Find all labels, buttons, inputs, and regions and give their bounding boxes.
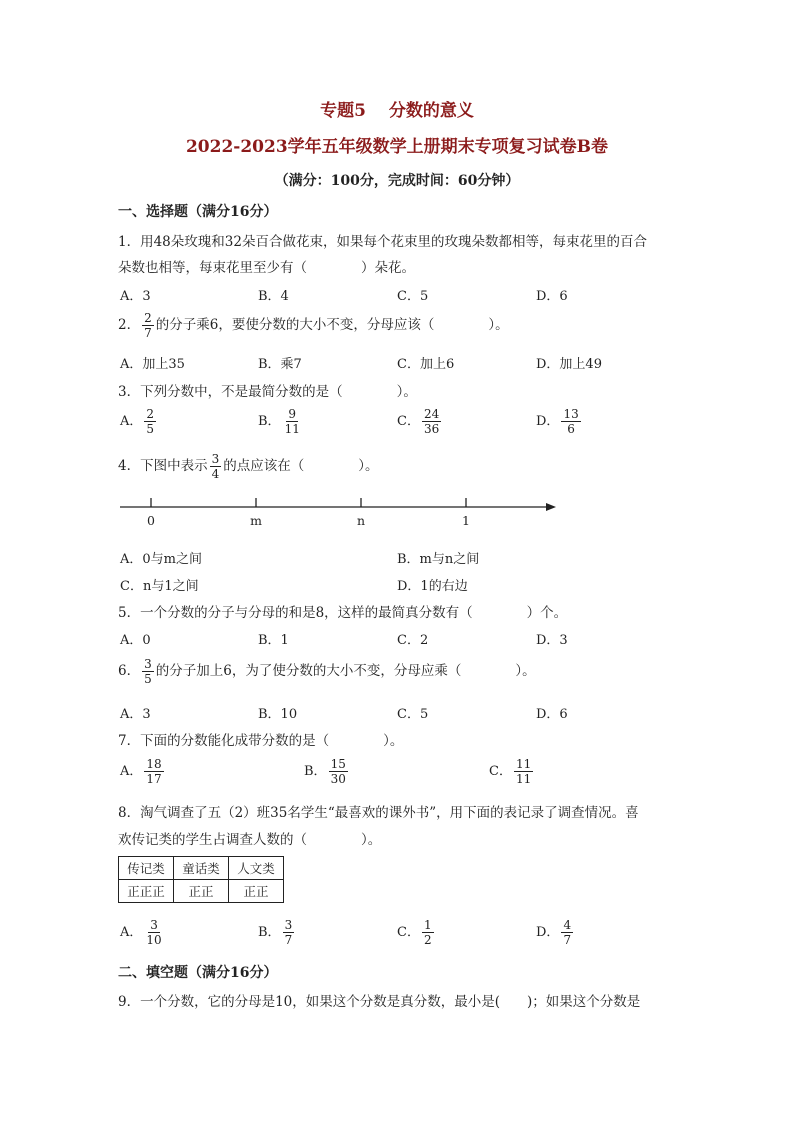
q1-option-a: A．3	[120, 289, 151, 304]
tick-label-n: n	[356, 513, 366, 528]
table-header-cell: 人文类	[229, 857, 284, 880]
q6-option-b: B．10	[258, 707, 298, 722]
q2-fraction	[142, 311, 154, 340]
q6-prefix: 6．	[118, 663, 141, 679]
page-subtitle: 2022-2023学年五年级数学上册期末专项复习试卷B卷	[185, 137, 609, 157]
q7-b-denominator: 30	[330, 772, 346, 786]
q3-c-denominator: 36	[423, 422, 440, 436]
q1-option-b: B．4	[258, 289, 289, 304]
question-1-line-1: 1．用48朵玫瑰和32朵百合做花束，如果每个花束里的玫瑰朵数都相等，每束花里的百合	[118, 234, 647, 250]
q2-option-d: D．加上49	[536, 357, 602, 372]
q7-option-a	[120, 757, 166, 786]
q6-fraction-denominator: 5	[144, 672, 152, 686]
question-3: 3．下列分数中，不是最简分数的是（ ）。	[118, 384, 417, 400]
q8-d-denominator: 7	[563, 933, 572, 947]
tick-label-m: m	[250, 513, 262, 528]
q8-option-c-fraction	[422, 918, 434, 947]
question-6	[118, 657, 536, 686]
score-time-note: （满分：100分，完成时间：60分钟）	[274, 173, 520, 189]
q7-option-c	[489, 757, 535, 786]
tick-label-0: 0	[147, 513, 155, 528]
section-fill-title: 二、填空题（满分16分）	[118, 965, 278, 981]
q8-option-c	[397, 918, 436, 947]
q2-fraction-numerator: 2	[144, 311, 152, 325]
q3-option-c	[397, 407, 443, 436]
q6-option-d: D．6	[536, 707, 568, 722]
table-row	[119, 880, 284, 903]
tally-table	[118, 856, 284, 903]
q7-option-c-fraction	[514, 757, 533, 786]
question-2	[118, 311, 509, 340]
question-8-line-2: 欢传记类的学生占调查人数的（ ）。	[118, 832, 382, 848]
q8-option-c-label: C．	[397, 925, 420, 940]
question-1-line-2: 朵数也相等，每束花里至少有（ ）朵花。	[118, 260, 415, 276]
q3-a-denominator: 5	[146, 422, 155, 436]
q8-b-numerator: 3	[284, 918, 293, 932]
q4-option-d: D．1的右边	[397, 579, 468, 594]
q5-option-d: D．3	[536, 633, 568, 648]
q7-c-denominator: 11	[515, 772, 532, 786]
q3-d-denominator: 6	[567, 422, 575, 436]
q3-option-b-label: B．	[258, 414, 281, 429]
q7-a-denominator: 17	[146, 772, 162, 786]
q8-option-a-fraction	[144, 918, 163, 947]
q7-option-a-label: A．	[120, 764, 143, 779]
table-cell: 正正	[229, 880, 284, 903]
q8-option-b-fraction	[283, 918, 295, 947]
q1-option-d: D．6	[536, 289, 568, 304]
q2-prefix: 2．	[118, 317, 141, 333]
q8-b-denominator: 7	[284, 933, 293, 947]
q7-option-b-fraction	[329, 757, 348, 786]
table-cell: 正正	[174, 880, 229, 903]
q8-c-denominator: 2	[423, 933, 432, 947]
question-8-line-1: 8．淘气调查了五（2）班35名学生“最喜欢的课外书”，用下面的表记录了调查情况。喜	[118, 805, 639, 821]
question-9: 9．一个分数，它的分母是10，如果这个分数是真分数，最小是( )；如果这个分数是	[118, 994, 641, 1010]
q8-option-a	[120, 918, 166, 947]
q6-option-c: C．5	[397, 707, 429, 722]
q7-c-numerator: 11	[515, 757, 532, 771]
q4-option-c: C．n与1之间	[120, 579, 199, 594]
q7-option-a-fraction	[144, 757, 163, 786]
q3-option-d-label: D．	[536, 414, 560, 429]
q8-option-b-label: B．	[258, 925, 281, 940]
q4-fraction-denominator: 4	[211, 467, 220, 481]
q3-option-c-label: C．	[397, 414, 420, 429]
q4-text: 的点应该在（ ）。	[223, 458, 379, 474]
q3-option-a	[120, 407, 158, 436]
q7-a-numerator: 18	[146, 757, 162, 771]
q3-option-a-label: A．	[120, 414, 143, 429]
q5-option-b: B．1	[258, 633, 289, 648]
q7-option-b-label: B．	[304, 764, 327, 779]
q2-option-a: A．加上35	[120, 357, 185, 372]
q8-option-b	[258, 918, 296, 947]
q3-b-numerator: 9	[288, 407, 297, 421]
q7-option-b	[304, 757, 350, 786]
section-choice-title: 一、选择题（满分16分）	[118, 204, 278, 220]
q2-option-b: B．乘7	[258, 357, 302, 372]
table-header-cell: 童话类	[174, 857, 229, 880]
q3-c-numerator: 24	[423, 407, 440, 421]
q3-option-b	[258, 407, 304, 436]
q7-option-c-label: C．	[489, 764, 512, 779]
tick-label-1: 1	[462, 513, 470, 528]
q4-fraction	[210, 452, 222, 481]
question-5: 5．一个分数的分子与分母的和是8，这样的最简真分数有（ ）个。	[118, 605, 568, 621]
q4-option-b: B．m与n之间	[397, 552, 480, 567]
q3-option-a-fraction	[144, 407, 156, 436]
table-cell: 正正正	[119, 880, 174, 903]
q5-option-a: A．0	[120, 633, 151, 648]
q8-option-d-label: D．	[536, 925, 560, 940]
table-header-cell: 传记类	[119, 857, 174, 880]
q3-option-d	[536, 407, 583, 436]
q2-fraction-denominator: 7	[144, 326, 152, 340]
q8-a-numerator: 3	[150, 918, 158, 932]
number-line	[118, 492, 558, 532]
q6-text: 的分子加上6，为了使分数的大小不变，分母应乘（ ）。	[155, 663, 536, 679]
q6-fraction	[142, 657, 154, 686]
q3-b-denominator: 11	[284, 422, 300, 436]
q3-d-numerator: 13	[563, 407, 579, 421]
q6-option-a: A．3	[120, 707, 151, 722]
q8-a-denominator: 10	[146, 933, 162, 947]
number-line-arrow-icon	[546, 503, 556, 511]
table-row	[119, 857, 284, 880]
q8-option-d	[536, 918, 575, 947]
q8-option-d-fraction	[561, 918, 573, 947]
page-title: 专题5 分数的意义	[320, 101, 474, 121]
q3-a-numerator: 2	[146, 407, 155, 421]
q8-d-numerator: 4	[563, 918, 572, 932]
q7-b-numerator: 15	[330, 757, 346, 771]
question-4	[118, 452, 378, 481]
q1-option-c: C．5	[397, 289, 429, 304]
q3-option-b-fraction	[283, 407, 302, 436]
q8-option-a-label: A．	[120, 925, 143, 940]
q4-prefix: 4．下图中表示	[118, 458, 208, 474]
q6-fraction-numerator: 3	[144, 657, 152, 671]
q2-text: 的分子乘6，要使分数的大小不变，分母应该（ ）。	[155, 317, 509, 333]
question-7: 7．下面的分数能化成带分数的是（ ）。	[118, 733, 404, 749]
q2-option-c: C．加上6	[397, 357, 455, 372]
q8-c-numerator: 1	[423, 918, 432, 932]
q5-option-c: C．2	[397, 633, 429, 648]
q4-fraction-numerator: 3	[211, 452, 220, 466]
q3-option-c-fraction	[422, 407, 441, 436]
q3-option-d-fraction	[561, 407, 580, 436]
q4-option-a: A．0与m之间	[120, 552, 202, 567]
